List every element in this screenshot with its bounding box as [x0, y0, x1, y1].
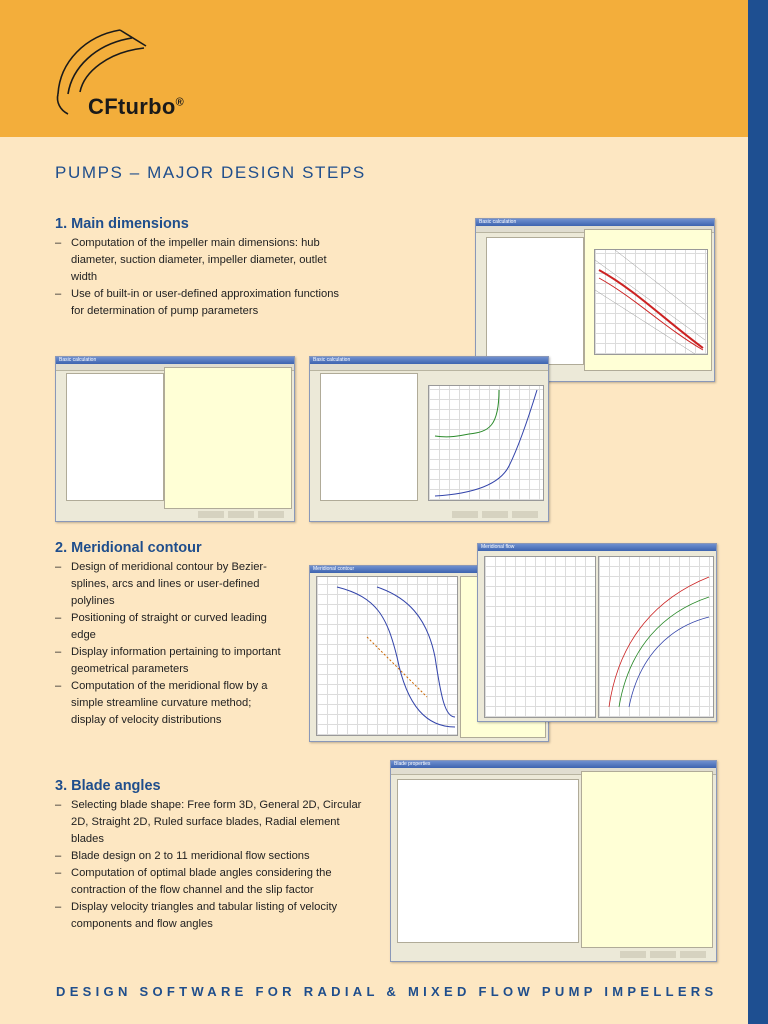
screenshot-basic-calculation-diagram	[309, 356, 549, 522]
screenshot-meridional-flow	[477, 543, 717, 722]
bullet-item: – Blade design on 2 to 11 meridional flow sections	[55, 848, 365, 865]
dialog-buttons	[198, 511, 288, 518]
bullet-item: – Computation of optimal blade angles considering the contraction of the flow channel and the slip factor	[55, 865, 365, 899]
bullet-item: – Design of meridional contour by Bezier-splines, arcs and lines or user-defined polylines	[55, 559, 287, 610]
bullet-item: – Computation of the impeller main dimensions: hub diameter, suction diameter, impeller diameter, outlet width	[55, 235, 355, 286]
footer-tagline: DESIGN SOFTWARE FOR RADIAL & MIXED FLOW PUMP IMPELLERS	[56, 984, 718, 999]
section-3-bullets	[55, 797, 365, 933]
input-panel	[66, 373, 164, 501]
input-panel	[320, 373, 418, 501]
info-panel	[164, 367, 292, 509]
dialog-buttons	[452, 511, 542, 518]
bullet-item: – Use of built-in or user-defined approximation functions for determination of pump parameters	[55, 286, 355, 320]
bullet-item: – Display information pertaining to important geometrical parameters	[55, 644, 287, 678]
diagram-curves	[429, 386, 543, 500]
bullet-item: – Display velocity triangles and tabular listing of velocity components and flow angles	[55, 899, 365, 933]
screenshot-basic-calculation-values	[55, 356, 295, 522]
contour-curves	[317, 577, 457, 735]
tab-strip	[310, 364, 548, 371]
brand-name: CFturbo®	[88, 94, 185, 119]
diagram-area	[428, 385, 544, 501]
page-title: PUMPS – MAJOR DESIGN STEPS	[55, 163, 366, 182]
dialog-buttons	[620, 951, 710, 958]
side-accent-bar	[748, 0, 768, 1024]
section-2-bullets	[55, 559, 287, 729]
input-panel	[486, 237, 584, 365]
window-title: Basic calculation	[476, 219, 714, 226]
window-title: Basic calculation	[56, 357, 294, 364]
velocity-plot	[484, 556, 596, 718]
bullet-item: – Positioning of straight or curved leading edge	[55, 610, 287, 644]
section-heading-meridional-contour: 2. Meridional contour	[55, 540, 202, 556]
diagram-area	[594, 249, 708, 355]
diagram-curves	[595, 250, 707, 354]
screenshot-blade-properties	[390, 760, 717, 962]
window-title: Meridional contour	[310, 566, 548, 573]
window-title: Blade properties	[391, 761, 716, 768]
window-title: Meridional flow	[478, 544, 716, 551]
bullet-item: – Computation of the meridional flow by a simple streamline curvature method; display of velocity distributions	[55, 678, 287, 729]
window-title: Basic calculation	[310, 357, 548, 364]
section-heading-blade-angles: 3. Blade angles	[55, 778, 161, 794]
flow-plot	[598, 556, 714, 718]
blade-settings-panel	[397, 779, 579, 943]
contour-plot	[316, 576, 458, 736]
section-1-bullets	[55, 235, 355, 320]
section-heading-main-dimensions: 1. Main dimensions	[55, 216, 189, 232]
bullet-item: – Selecting blade shape: Free form 3D, General 2D, Circular 2D, Straight 2D, Ruled surface blades, Radial element blades	[55, 797, 365, 848]
flow-curves	[599, 557, 713, 717]
info-panel	[581, 771, 713, 948]
